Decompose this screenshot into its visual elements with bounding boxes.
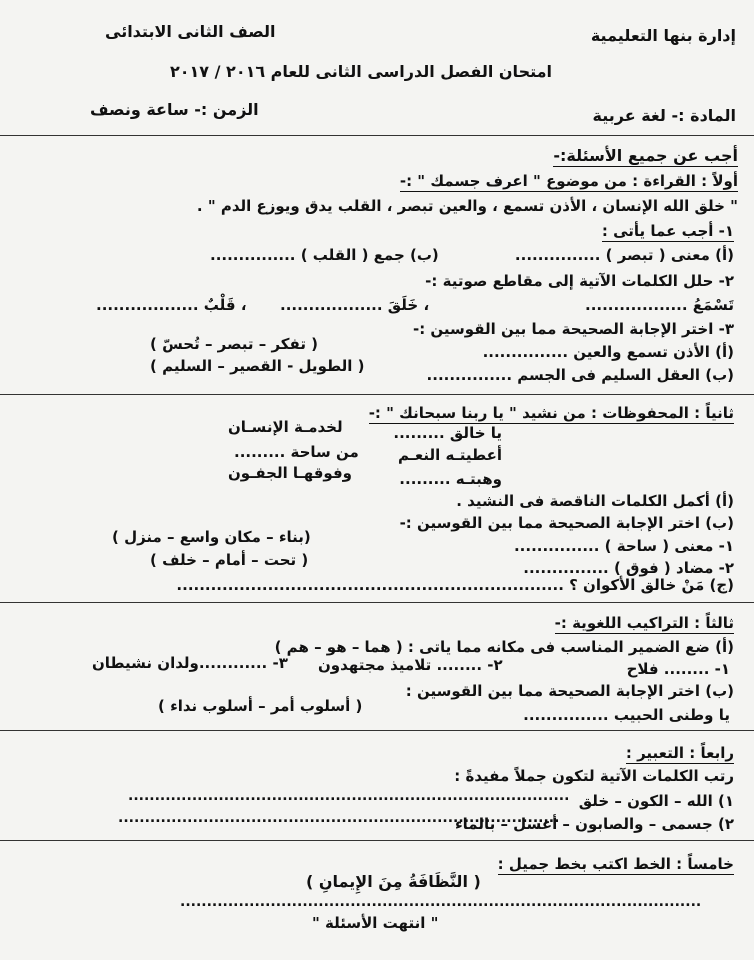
s2-q-a: (أ) أكمل الكلمات الناقصة فى النشيد . xyxy=(456,492,734,510)
end-note: " انتهت الأسئلة " xyxy=(312,914,439,932)
q1-a: (أ) معنى ( تبصر ) ............... xyxy=(514,246,734,264)
grade-label: الصف الثانى الابتدائى xyxy=(105,22,276,41)
q2-word-3: ، قَلْبٌ .................. xyxy=(96,296,247,314)
poem-verse-2-right: أعطيتـه النعـم xyxy=(398,446,502,464)
handwriting-phrase: ( النَّظَافَةُ مِنَ الإِيمانِ ) xyxy=(306,872,481,891)
q3-a-options: ( تفكر – تبصر – تُحسّ ) xyxy=(150,335,319,353)
poem-verse-3-left: وفوقهـا الجفـون xyxy=(228,464,352,482)
q2-title: ٢- حلل الكلمات الآتية إلى مقاطع صوتية :- xyxy=(425,272,734,290)
s2-q-b: (ب) اختر الإجابة الصحيحة مما بين القوسين :- xyxy=(399,514,734,532)
s3-q-b: (ب) اختر الإجابة الصحيحة مما بين القوسين : xyxy=(405,682,734,700)
s3-q-a2: ٢- ........ تلاميذ مجتهدون xyxy=(318,656,503,674)
poem-verse-1-right: يا خالق ......... xyxy=(393,424,502,442)
s3-q-b1: يا وطنى الحبيب ............... xyxy=(523,706,730,724)
admin-name: إدارة بنها التعليمية xyxy=(590,26,736,45)
s2-q-c: (ج) مَنْ خالق الأكوان ؟ .................................................................... xyxy=(176,576,734,594)
s2-q-b1-options: (بناء – مكان واسع – منزل ) xyxy=(112,528,311,546)
divider xyxy=(0,135,754,136)
divider xyxy=(0,602,754,603)
q3-a: (أ) الأذن تسمع والعين ............... xyxy=(482,343,734,361)
s3-q-a3: ٣- ............ولدان نشيطان xyxy=(92,654,288,672)
section-handwriting-title: خامساً : الخط اكتب بخط جميل : xyxy=(497,855,734,873)
s4-item-2: ٢) جسمى – والصابون – أغسل – بالماء xyxy=(454,815,734,833)
q2-word-2: ، خَلَقَ .................. xyxy=(280,296,430,314)
q3-b-options: ( الطويل - القصير – السليم ) xyxy=(150,357,365,375)
s3-q-a1: ١- ........ فلاح xyxy=(626,660,730,678)
s4-answer-line-1: ................................................................................... xyxy=(128,788,570,804)
poem-verse-3-right: وهبتـه ......... xyxy=(399,470,502,488)
q3-b: (ب) العقل السليم فى الجسم ............... xyxy=(426,366,734,384)
poem-verse-1-left: لخدمـة الإنسـان xyxy=(228,418,343,436)
q3-title: ٣- اختر الإجابة الصحيحة مما بين القوسين :- xyxy=(412,320,734,338)
q1-b: (ب) جمع ( القلب ) ............... xyxy=(210,246,439,264)
s2-q-b1: ١- معنى ( ساحة ) ............... xyxy=(513,537,734,555)
exam-title: امتحان الفصل الدراسى الثانى للعام ٢٠١٦ / ٢٠١٧ xyxy=(170,62,553,81)
poem-verse-2-left: من ساحة ......... xyxy=(234,443,359,461)
s3-q-b1-options: ( أسلوب أمر – أسلوب نداء ) xyxy=(158,697,363,715)
subject-label: المادة :- لغة عربية xyxy=(592,106,736,125)
s4-answer-line-2: ................................................................................... xyxy=(118,810,560,826)
section-memorization-title: ثانياً : المحفوظات : من نشيد " يا ربنا سبحانك " :- xyxy=(368,404,734,422)
section-grammar-title: ثالثاً : التراكيب اللغوية :- xyxy=(554,614,734,632)
time-label: الزمن :- ساعة ونصف xyxy=(90,100,259,119)
divider xyxy=(0,840,754,841)
section-reading-title: أولاً : القراءة : من موضوع " اعرف جسمك " :- xyxy=(399,172,738,190)
q1-title: ١- أجب عما يأتى : xyxy=(601,222,734,240)
s4-item-1: ١) الله – الكون – خلق xyxy=(578,792,734,810)
divider xyxy=(0,394,754,395)
s4-instructions: رتب الكلمات الآتية لتكون جملاً مفيدةً : xyxy=(454,767,734,785)
section-composition-title: رابعاً : التعبير : xyxy=(625,744,734,762)
handwriting-answer-line: .................................................................................................. xyxy=(180,894,702,910)
s3-q-a: (أ) ضع الضمير المناسب فى مكانه مما ياتى : ( هما – هو – هم ) xyxy=(274,638,734,656)
divider xyxy=(0,730,754,731)
s2-q-b2-options: ( تحت – أمام – خلف ) xyxy=(150,551,309,569)
reading-passage: " خلق الله الإنسان ، الأذن تسمع ، والعين تبصر ، القلب يدق ويوزع الدم " . xyxy=(196,197,738,215)
q2-word-1: تَسْمَعُ .................. xyxy=(585,296,734,314)
s2-q-b2: ٢- مضاد ( فوق ) ............... xyxy=(523,559,734,577)
instructions: أجب عن جميع الأسئلة:- xyxy=(553,146,738,165)
